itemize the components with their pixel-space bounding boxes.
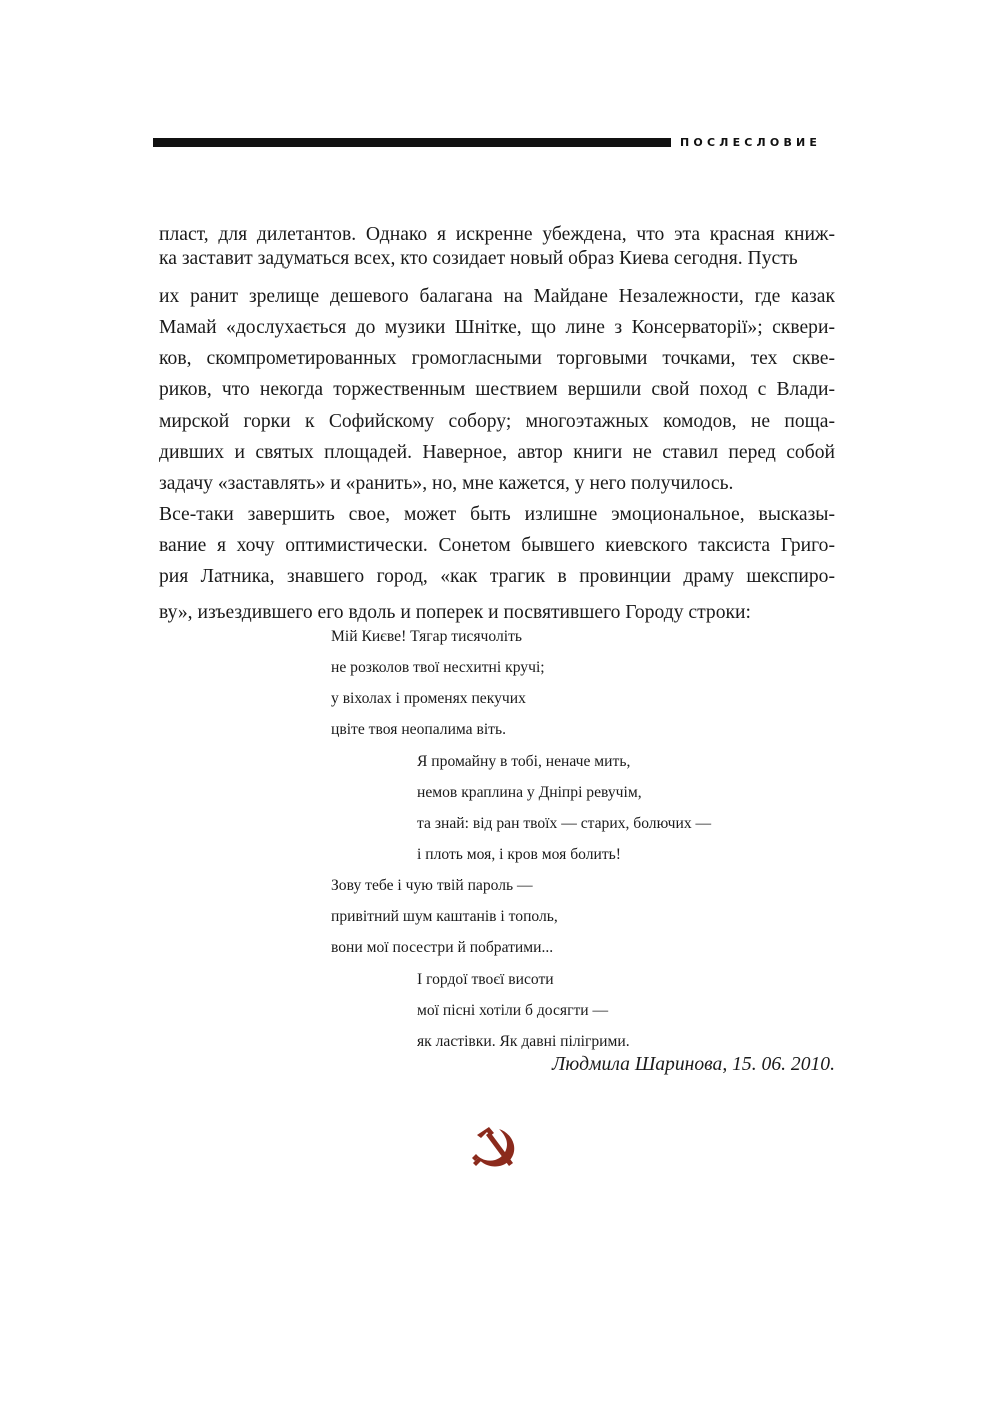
text-line: ков, скомпрометированных громогласными торговыми точками, тех скве- [159, 348, 835, 370]
text-line: дивших и святых площадей. Наверное, автор книги не ставил перед собой [159, 441, 835, 463]
text-line: ка заставит задуматься всех, кто созидает новый образ Киева сегодня. Пусть [159, 250, 798, 270]
text-line: мирской горки к Софийскому собору; многоэтажных комодов, не поща- [159, 410, 835, 432]
text-line: их ранит зрелище дешевого балагана на Майдане Незалежности, где казак [159, 286, 835, 308]
text-line: вание я хочу оптимистически. Сонетом бывшего киевского таксиста Григо- [159, 534, 835, 556]
text-line: ву», изъездившего его вдоль и поперек и посвятившего Городу строки: [159, 602, 751, 624]
header-rule [153, 138, 671, 147]
verse-line: у віхолах і променях пекучих [331, 690, 526, 707]
verse-line: як ластівки. Як давні пілігрими. [417, 1033, 630, 1050]
verse-line: вони мої посестри й побратими... [331, 939, 554, 956]
verse-line: не розколов твої несхитні кручі; [331, 659, 545, 676]
author-signature: Людмила Шаринова, 15. 06. 2010. [552, 1054, 835, 1075]
verse-line: Мій Києве! Тягар тисячоліть [331, 628, 523, 645]
text-line: Все-таки завершить свое, может быть излишне эмоциональное, высказы- [159, 503, 835, 525]
section-title: ПОСЛЕСЛОВИЕ [680, 136, 822, 149]
verse-line: мої пісні хотіли б досягти — [417, 1002, 609, 1019]
text-line: рия Латника, знавшего город, «как трагик в провинции драму шекспиро- [159, 566, 835, 588]
verse-line: і плоть моя, і кров моя болить! [417, 846, 621, 863]
verse-line: Зову тебе і чую твій пароль — [331, 877, 533, 894]
text-line: Мамай «дослухається до музики Шнітке, що лине з Консерваторії»; сквери- [159, 317, 835, 339]
verse-line: немов краплина у Дніпрі ревучім, [417, 784, 642, 801]
verse-line: привітний шум каштанів і тополь, [331, 908, 558, 925]
text-line: пласт, для дилетантов. Однако я искренне убеждена, что эта красная книж- [159, 224, 835, 245]
verse-line: Я промайну в тобі, неначе мить, [417, 753, 631, 770]
afterword-text [159, 219, 835, 623]
verse-line: цвіте твоя неопалима віть. [331, 721, 507, 738]
text-line: риков, что некогда торжественным шествием вершили свой поход с Влади- [159, 379, 835, 401]
verse-line: та знай: від ран твоїх — старих, болючих — [417, 815, 712, 832]
hammer-and-sickle-icon [469, 1125, 523, 1171]
verse-line: І гордої твоєї висоти [417, 971, 554, 988]
text-line: задачу «заставлять» и «ранить», но, мне кажется, у него получилось. [159, 472, 734, 494]
